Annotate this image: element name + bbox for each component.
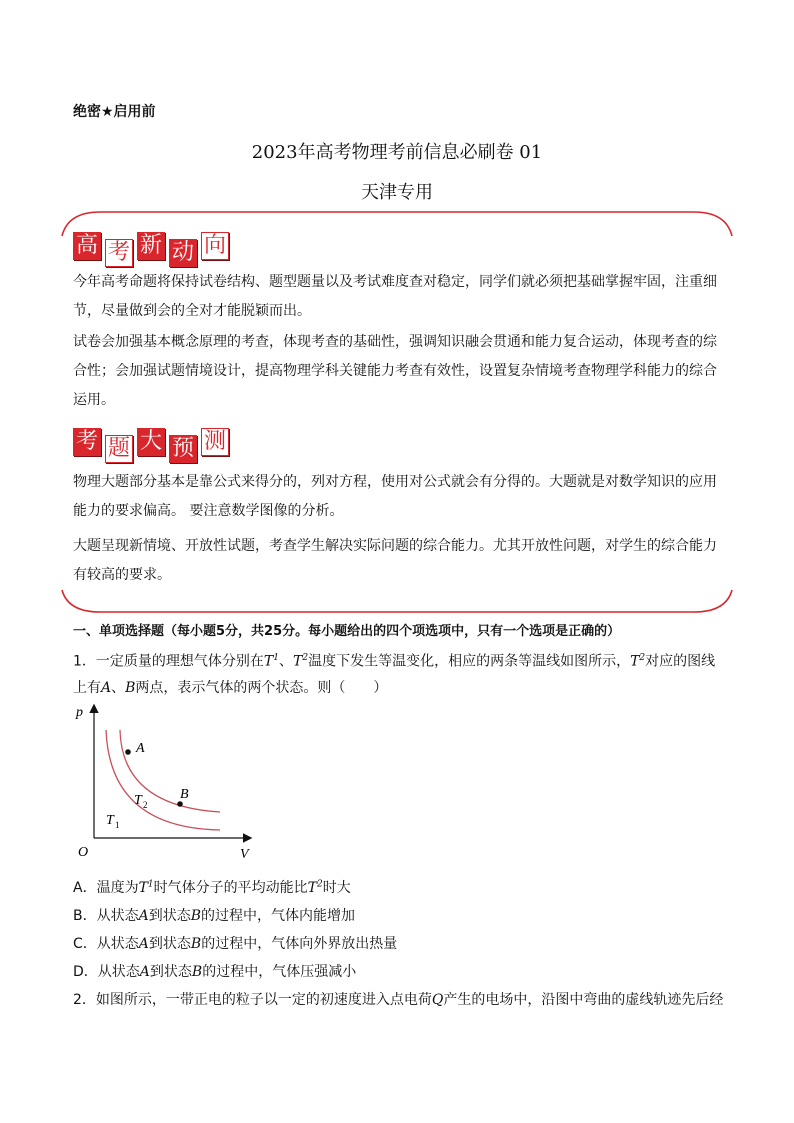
symbol-t: T [293, 653, 303, 670]
symbol-a: A [101, 679, 112, 696]
symbol-a: A [139, 964, 150, 980]
banner-exam-prediction [73, 428, 233, 464]
subscript: 1 [147, 879, 154, 890]
symbol-b: B [190, 936, 202, 952]
text: 到状态 [148, 908, 191, 924]
question-2-stem [73, 989, 723, 1009]
curve-label-t1-subscript: 1 [115, 820, 120, 830]
curve-label-t2-subscript: 2 [143, 800, 148, 810]
part1-heading: 一、单项选择题（每小题5分，共25分。每小题给出的四个项选项中，只有一个选项是正确的） [73, 624, 621, 639]
text: D．从状态 [73, 964, 140, 980]
symbol-t: T [138, 880, 148, 896]
option-b[interactable] [73, 905, 355, 925]
isotherm-t1 [106, 730, 220, 830]
trend-paragraph-1: 今年高考命题将保持试卷结构、题型题量以及考试难度查对稳定，同学们就必须把基础掌握牢固，注重细节，尽量做到会的全对才能脱颖而出。 [73, 274, 717, 319]
confidential-mark: 绝密★启用前 [73, 104, 156, 120]
text: A．温度为 [73, 880, 139, 896]
point-a-label: A [136, 741, 145, 756]
subscript: 2 [639, 653, 646, 663]
option-c[interactable] [73, 933, 397, 953]
origin-label: O [78, 845, 89, 860]
banner-char: 测 [201, 428, 229, 456]
symbol-b: B [191, 964, 203, 980]
symbol-q: Q [431, 992, 444, 1008]
trend-paragraph-2: 试卷会加强基本概念原理的考查，体现考查的基础性，强调知识融会贯通和能力复合运动，体现考查的综合性；会加强试题情境设计，提高物理学科关键能力考查有效性，设置复杂情境考查物理学科能力的综合运用。 [73, 334, 717, 408]
v-axis-label: V [240, 847, 249, 862]
text: 对应的图线上有 [73, 653, 716, 696]
subscript: 2 [317, 879, 323, 890]
symbol-b: B [125, 679, 136, 696]
page-title: 2023年高考物理考前信息必刷卷 01 [251, 142, 543, 163]
point-b-dot [177, 801, 183, 807]
text: 2．如图所示，一带正电的粒子以一定的初速度进入点电荷 [73, 992, 432, 1008]
subscript: 2 [302, 653, 309, 663]
text: 、 [111, 679, 126, 696]
curve-label-t2: T [134, 793, 142, 808]
symbol-a: A [138, 936, 149, 952]
prediction-paragraph-2: 大题呈现新情境、开放性试题，考查学生解决实际问题的综合能力。尤其开放性问题，对学生的综合能力有较高的要求。 [73, 538, 717, 583]
banner-char: 大 [137, 428, 165, 456]
banner-char: 动 [169, 239, 197, 267]
option-a[interactable] [73, 877, 351, 897]
banner-char: 题 [105, 435, 133, 463]
text: 产生的电场中，沿图中弯曲的虚线轨迹先后经 [443, 992, 724, 1008]
point-b-label: B [180, 787, 189, 802]
symbol-b: B [190, 908, 202, 924]
symbol-t: T [263, 653, 274, 670]
text: 、 [279, 653, 293, 670]
section-box-bottom-border [60, 588, 734, 618]
banner-char: 新 [137, 232, 165, 260]
banner-char: 高 [73, 232, 101, 260]
symbol-t: T [307, 880, 317, 896]
banner-char: 向 [201, 232, 229, 260]
symbol-t: T [630, 653, 640, 670]
subscript: 1 [273, 653, 279, 663]
option-d[interactable] [73, 961, 356, 981]
text: B．从状态 [73, 908, 139, 924]
text: 1．一定质量的理想气体分别在 [73, 653, 264, 670]
text: 两点，表示气体的两个状态。则（ ） [135, 679, 388, 696]
curve-label-t1: T [106, 813, 114, 828]
text: 温度下发生等温变化，相应的两条等温线如图所示， [308, 653, 631, 670]
text: 时气体分子的平均动能比 [153, 880, 308, 896]
text: 时大 [322, 880, 351, 896]
question-1-stem [73, 645, 725, 701]
banner-char: 考 [105, 239, 133, 267]
banner-gaokao-trends [73, 232, 233, 268]
symbol-a: A [138, 908, 149, 924]
text: 到状态 [149, 964, 192, 980]
page-subtitle: 天津专用 [361, 182, 433, 203]
pv-isotherm-graph [70, 700, 260, 865]
banner-char: 考 [73, 428, 101, 456]
text: C．从状态 [73, 936, 139, 952]
text: 的过程中，气体内能增加 [201, 908, 356, 924]
p-axis-label: p [76, 705, 83, 720]
prediction-paragraph-1: 物理大题部分基本是靠公式来得分的，列对方程，使用对公式就会有分得的。大题就是对数学知识的应用能力的要求偏高。 要注意数学图像的分析。 [73, 474, 717, 519]
text: 的过程中，气体向外界放出热量 [201, 936, 398, 952]
point-a-dot [125, 749, 131, 755]
banner-char: 预 [169, 435, 197, 463]
text: 的过程中，气体压强减小 [202, 964, 357, 980]
text: 到状态 [148, 936, 191, 952]
